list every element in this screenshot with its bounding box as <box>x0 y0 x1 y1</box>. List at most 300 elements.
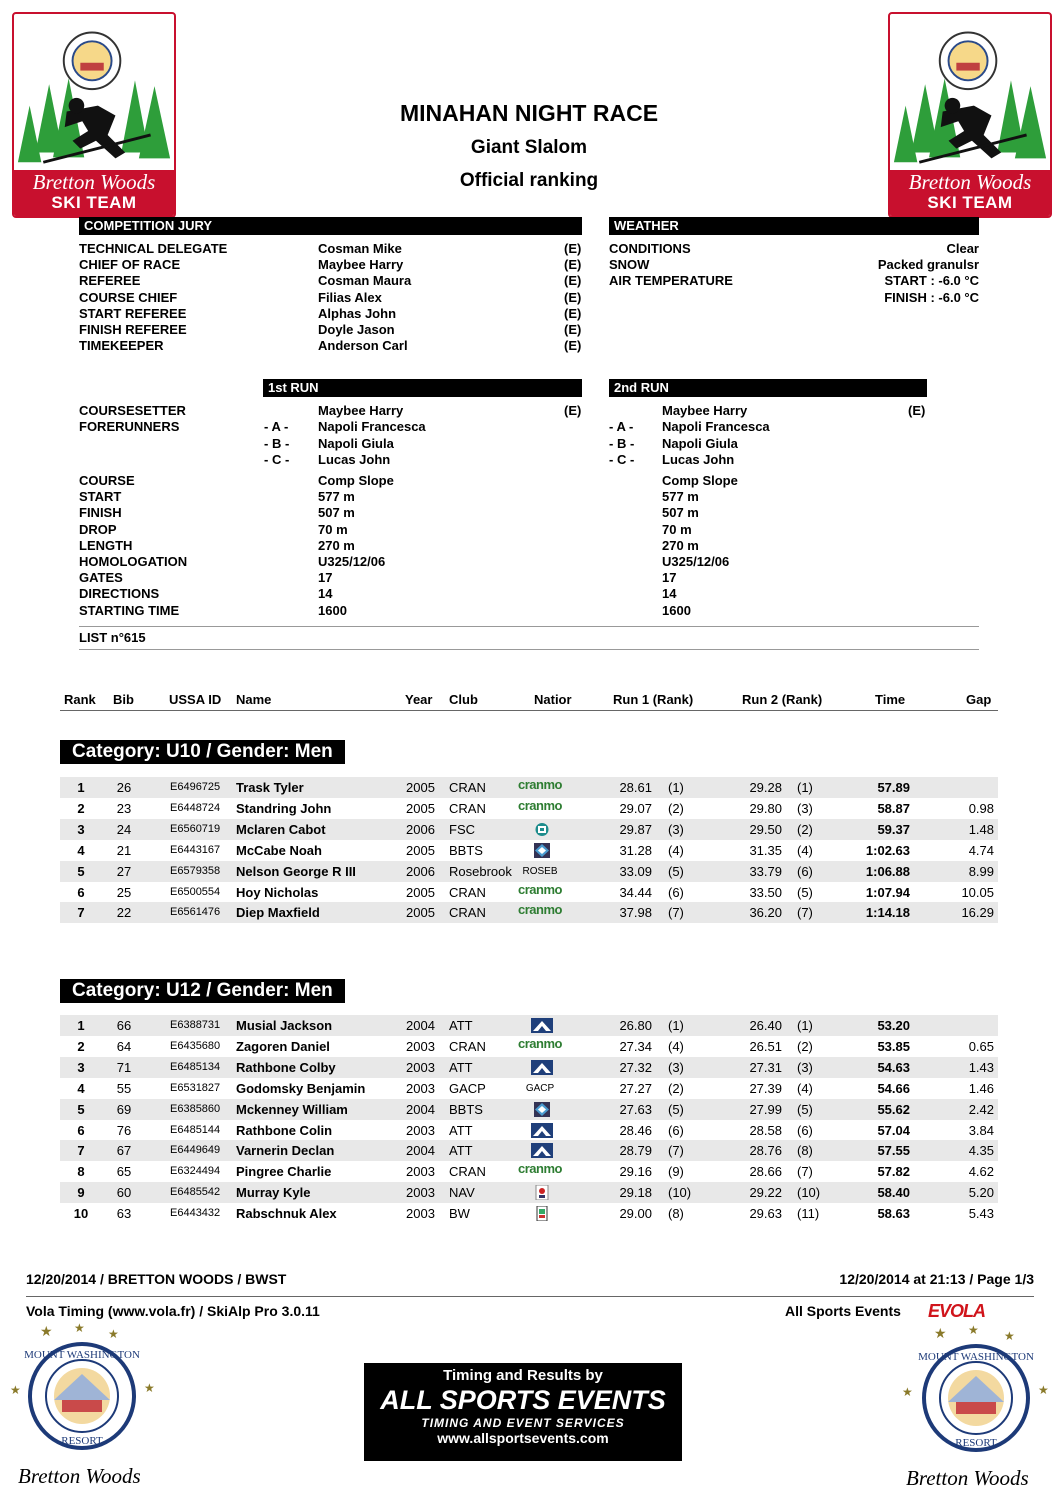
club-logo-icon <box>508 861 572 882</box>
year-cell: 2003 <box>406 1059 435 1075</box>
jury-role: TECHNICAL DELEGATE <box>79 241 228 256</box>
run1-setter: Maybee Harry <box>318 403 404 418</box>
page-title: MINAHAN NIGHT RACE <box>399 100 659 126</box>
table-row <box>60 1161 998 1182</box>
run1-time-cell: 33.09 <box>619 863 652 879</box>
rank-cell: 4 <box>77 1080 85 1096</box>
club-cell: CRAN <box>449 780 486 795</box>
run2-time-cell: 29.63 <box>749 1206 782 1222</box>
run1-time-cell: 31.28 <box>619 842 652 858</box>
name-cell: Trask Tyler <box>236 780 304 795</box>
gap-cell: 1.46 <box>968 1080 994 1096</box>
year-cell: 2003 <box>406 1122 435 1138</box>
gap-cell: 16.29 <box>961 905 994 921</box>
rank-cell: 6 <box>77 884 85 900</box>
course-run2: U325/12/06 <box>662 554 730 569</box>
run1-time-cell: 27.63 <box>619 1101 652 1117</box>
table-row <box>60 1078 998 1099</box>
run2-rank-cell: (6) <box>797 1122 813 1138</box>
ase-credit: All Sports Events <box>785 1303 901 1319</box>
name-cell: McCabe Noah <box>236 842 322 858</box>
forerunner-tag: - A - <box>609 419 634 434</box>
course-run2: 1600 <box>662 602 691 618</box>
run1-rank-cell: (2) <box>668 1080 684 1096</box>
svg-text:★: ★ <box>1004 1329 1015 1343</box>
club-logo-icon <box>508 840 572 861</box>
run2-time-cell: 29.22 <box>749 1185 782 1201</box>
col-bib: Bib <box>113 692 134 707</box>
ase-line1: Timing and Results by <box>443 1367 603 1384</box>
run1-rank-cell: (6) <box>668 884 684 900</box>
table-row <box>60 1120 998 1141</box>
course-label: COURSE <box>79 473 135 488</box>
club-cell: ATT <box>449 1143 473 1159</box>
rank-cell: 8 <box>77 1164 85 1180</box>
run2-time-cell: 33.50 <box>749 884 782 900</box>
jury-name: Cosman Mike <box>318 241 402 256</box>
col-gap: Gap <box>966 692 992 707</box>
ase-line4: www.allsportsevents.com <box>437 1430 609 1446</box>
footer-rule <box>26 1296 1034 1297</box>
gap-cell: 2.42 <box>968 1101 994 1117</box>
jury-name: Alphas John <box>318 305 397 321</box>
course-run2: 14 <box>662 586 677 602</box>
club-cell: CRAN <box>449 800 486 816</box>
ussa-id-cell: E6443167 <box>170 843 221 856</box>
total-time-cell: 1:02.63 <box>865 842 910 858</box>
bib-cell: 26 <box>116 780 132 795</box>
total-time-cell: 53.20 <box>877 1018 910 1033</box>
jury-name: Maybee Harry <box>318 257 404 273</box>
total-time-cell: 59.37 <box>877 821 910 837</box>
cranmore-logo-icon: cranmo <box>518 777 562 792</box>
table-row <box>60 798 998 819</box>
name-cell: Rathbone Colin <box>236 1122 333 1138</box>
course-run1: 507 m <box>318 505 355 521</box>
run1-rank-cell: (4) <box>668 1038 684 1054</box>
run2-rank-cell: (2) <box>797 821 813 837</box>
name-cell: Godomsky Benjamin <box>236 1080 366 1096</box>
resort-seal-top: MOUNT WASHINGTON <box>24 1349 140 1361</box>
table-row <box>60 1203 998 1224</box>
run1-time-cell: 27.32 <box>619 1059 652 1075</box>
run2-time-cell: 29.50 <box>749 821 782 837</box>
run1-time-cell: 29.16 <box>619 1164 652 1180</box>
run2-time-cell: 27.31 <box>749 1059 782 1075</box>
bib-cell: 64 <box>116 1038 132 1054</box>
club-cell: GACP <box>449 1080 486 1096</box>
club-logo-icon <box>508 777 572 798</box>
club-logo-icon <box>508 1078 572 1099</box>
page-subtitle: Giant Slalom <box>470 137 588 158</box>
resort-seal-bottom: RESORT <box>955 1437 997 1449</box>
name-cell: Murray Kyle <box>236 1185 311 1201</box>
club-cell: FSC <box>449 821 475 837</box>
run1-rank-cell: (1) <box>668 780 684 795</box>
rank-cell: 5 <box>77 863 85 879</box>
club-logo-icon <box>508 1015 572 1036</box>
svg-text:★: ★ <box>40 1323 53 1339</box>
club-cell: BBTS <box>449 842 483 858</box>
col-ussa: USSA ID <box>169 692 222 707</box>
name-cell: Rathbone Colby <box>236 1059 336 1075</box>
jury-role: START REFEREE <box>79 305 187 321</box>
ranking-label: Official ranking <box>459 170 599 191</box>
svg-text:★: ★ <box>968 1324 979 1337</box>
table-row <box>60 861 998 882</box>
forerunner-run1: Napoli Giula <box>318 435 394 451</box>
course-run2: 270 m <box>662 537 699 553</box>
course-run1: Comp Slope <box>318 473 394 488</box>
col-club: Club <box>449 692 478 707</box>
year-cell: 2004 <box>406 1018 435 1033</box>
ussa-id-cell: E6435680 <box>170 1039 221 1052</box>
ussa-id-cell: E6443432 <box>170 1207 221 1220</box>
forerunner-run2: Napoli Francesca <box>662 419 770 434</box>
name-cell: Standring John <box>236 800 332 816</box>
bib-cell: 60 <box>116 1185 132 1201</box>
total-time-cell: 58.40 <box>877 1185 910 1201</box>
jury-role: REFEREE <box>79 273 141 289</box>
club-cell: BBTS <box>449 1101 483 1117</box>
ussa-id-cell: E6485542 <box>170 1186 221 1199</box>
bib-cell: 66 <box>116 1018 132 1033</box>
forerunner-tag: - A - <box>264 419 289 434</box>
jury-code: (E) <box>564 305 582 321</box>
club-cell: CRAN <box>449 905 486 921</box>
forerunner-run1: Lucas John <box>318 452 391 467</box>
table-row <box>60 882 998 903</box>
col-nation: Natior <box>534 692 572 707</box>
run2-rank-cell: (2) <box>797 1038 813 1054</box>
run2-rank-cell: (3) <box>797 1059 813 1075</box>
club-logo-icon <box>508 798 572 819</box>
total-time-cell: 55.62 <box>877 1101 910 1117</box>
bib-cell: 25 <box>116 884 132 900</box>
course-run2: 17 <box>662 570 677 586</box>
run2-rank-cell: (6) <box>797 863 813 879</box>
col-year: Year <box>405 692 433 707</box>
run2-rank-cell: (4) <box>797 1080 813 1096</box>
run1-rank-cell: (5) <box>668 863 684 879</box>
name-cell: Diep Maxfield <box>236 905 320 921</box>
course-run1: 270 m <box>318 537 355 553</box>
gap-cell: 5.20 <box>968 1185 994 1201</box>
gap-cell: 0.65 <box>968 1038 994 1054</box>
forerunner-tag: - C - <box>609 452 635 467</box>
fsc-logo-icon <box>531 822 553 837</box>
table-row <box>60 819 998 840</box>
ase-line2: ALL SPORTS EVENTS <box>380 1385 666 1415</box>
jury-name: Filias Alex <box>318 289 382 305</box>
svg-text:★: ★ <box>902 1385 913 1399</box>
club-logo-icon <box>508 1203 572 1224</box>
year-cell: 2005 <box>406 884 435 900</box>
club-cell: Rosebrook <box>449 863 512 879</box>
club-logo-icon <box>508 1057 572 1078</box>
year-cell: 2004 <box>406 1143 435 1159</box>
gap-cell: 1.43 <box>968 1059 994 1075</box>
rank-cell: 6 <box>77 1122 85 1138</box>
run1-setter-code: (E) <box>564 403 582 418</box>
run1-time-cell: 29.87 <box>619 821 652 837</box>
run1-time-cell: 29.00 <box>619 1206 652 1222</box>
year-cell: 2003 <box>406 1080 435 1096</box>
weather-value: Packed granulsr <box>877 257 979 273</box>
total-time-cell: 54.63 <box>877 1059 910 1075</box>
run2-rank-cell: (5) <box>797 1101 813 1117</box>
ase-banner <box>364 1363 682 1461</box>
jury-code: (E) <box>564 322 582 337</box>
bib-cell: 76 <box>116 1122 132 1138</box>
run1-time-cell: 27.34 <box>619 1038 652 1054</box>
total-time-cell: 1:07.94 <box>865 884 910 900</box>
run1-rank-cell: (8) <box>668 1206 684 1222</box>
course-run1: U325/12/06 <box>318 554 386 569</box>
col-run1: Run 1 (Rank) <box>613 692 694 707</box>
course-run1: 70 m <box>318 521 348 537</box>
divider <box>79 626 979 627</box>
year-cell: 2003 <box>406 1185 435 1201</box>
total-time-cell: 1:14.18 <box>865 905 910 921</box>
total-time-cell: 57.55 <box>877 1143 910 1159</box>
run1-rank-cell: (7) <box>668 905 684 921</box>
year-cell: 2004 <box>406 1101 435 1117</box>
run2-time-cell: 28.76 <box>749 1143 782 1159</box>
ussa-id-cell: E6561476 <box>170 906 221 919</box>
club-cell: BW <box>449 1206 470 1222</box>
run2-setter-code: (E) <box>908 403 926 418</box>
total-time-cell: 57.89 <box>877 780 910 795</box>
jury-code: (E) <box>564 241 582 256</box>
run2-rank-cell: (1) <box>797 1018 813 1033</box>
jury-role: TIMEKEEPER <box>79 338 164 354</box>
category-heading: Category: U12 / Gender: Men <box>60 979 345 1003</box>
cranmore-logo-icon: cranmo <box>518 797 562 813</box>
bib-cell: 67 <box>116 1143 132 1159</box>
name-cell: Varnerin Declan <box>236 1143 335 1159</box>
run1-rank-cell: (3) <box>668 1059 684 1075</box>
bib-cell: 23 <box>116 800 132 816</box>
run2-time-cell: 29.80 <box>749 800 782 816</box>
course-run2: 70 m <box>662 521 692 537</box>
rank-cell: 1 <box>77 1018 85 1033</box>
table-row <box>60 902 998 923</box>
club-logo-icon <box>508 902 572 923</box>
col-run2: Run 2 (Rank) <box>742 692 823 707</box>
weather-label: AIR TEMPERATURE <box>609 273 733 289</box>
run1-rank-cell: (3) <box>668 821 684 837</box>
bib-cell: 63 <box>116 1206 132 1222</box>
course-label: DIRECTIONS <box>79 586 160 602</box>
name-cell: Rabschnuk Alex <box>236 1206 337 1222</box>
svg-text:★: ★ <box>108 1327 119 1341</box>
cranmore-logo-icon: cranmo <box>518 1161 562 1177</box>
team-logo-line1: Bretton Woods <box>32 170 156 194</box>
year-cell: 2005 <box>406 800 435 816</box>
forerunner-run2: Lucas John <box>662 452 735 467</box>
nav-logo-icon <box>531 1185 553 1200</box>
club-logo-icon <box>508 1036 572 1057</box>
att-logo-icon <box>531 1018 553 1033</box>
run1-time-cell: 28.61 <box>619 780 652 795</box>
footer-left: 12/20/2014 / BRETTON WOODS / BWST <box>26 1271 287 1287</box>
ussa-id-cell: E6496725 <box>170 781 221 793</box>
club-cell: NAV <box>449 1185 475 1201</box>
att-logo-icon <box>531 1143 553 1158</box>
run1-rank-cell: (10) <box>668 1185 692 1201</box>
club-logo-icon <box>508 1161 572 1182</box>
year-cell: 2006 <box>406 863 435 879</box>
club-cell: ATT <box>449 1122 473 1138</box>
weather-heading: WEATHER <box>609 217 979 235</box>
run2-time-cell: 36.20 <box>749 905 782 921</box>
name-cell: Mclaren Cabot <box>236 821 326 837</box>
weather-value: FINISH : -6.0 °C <box>884 289 979 305</box>
header-rule <box>60 710 998 711</box>
team-logo-line2: SKI TEAM <box>927 193 1013 212</box>
run1-time-cell: 27.27 <box>619 1080 652 1096</box>
course-run2: 507 m <box>662 505 699 521</box>
course-label: START <box>79 489 122 505</box>
total-time-cell: 57.04 <box>877 1122 910 1138</box>
run2-setter: Maybee Harry <box>662 403 748 418</box>
year-cell: 2005 <box>406 780 435 795</box>
name-cell: Pingree Charlie <box>236 1164 332 1180</box>
jury-code: (E) <box>564 338 582 354</box>
table-row <box>60 840 998 861</box>
gap-cell: 4.74 <box>968 842 994 858</box>
run1-rank-cell: (4) <box>668 842 684 858</box>
forerunner-run2: Napoli Giula <box>662 435 738 451</box>
club-cell: ATT <box>449 1018 473 1033</box>
gap-cell: 3.84 <box>968 1122 994 1138</box>
ussa-id-cell: E6531827 <box>170 1081 221 1094</box>
gap-cell: 8.99 <box>968 863 994 879</box>
rank-cell: 7 <box>77 905 85 921</box>
run2-rank-cell: (7) <box>797 905 813 921</box>
svg-text:★: ★ <box>1038 1383 1049 1397</box>
cranmore-logo-icon: cranmo <box>518 902 562 918</box>
club-logo-text: GACP <box>525 1082 555 1094</box>
name-cell: Musial Jackson <box>236 1018 333 1033</box>
ussa-id-cell: E6485144 <box>170 1123 221 1136</box>
resort-seal-icon <box>896 1324 1056 1464</box>
resort-seal-bottom: RESORT <box>61 1435 103 1447</box>
name-cell: Hoy Nicholas <box>236 884 319 900</box>
ussa-id-cell: E6560719 <box>170 822 221 835</box>
rank-cell: 3 <box>77 821 85 837</box>
run2-rank-cell: (8) <box>797 1143 813 1159</box>
table-row <box>60 1140 998 1161</box>
run1-rank-cell: (9) <box>668 1164 684 1180</box>
run1-time-cell: 28.79 <box>619 1143 652 1159</box>
total-time-cell: 54.66 <box>877 1080 910 1096</box>
run2-rank-cell: (1) <box>797 780 813 795</box>
bib-cell: 71 <box>116 1059 132 1075</box>
club-logo-icon <box>508 819 572 840</box>
bib-cell: 24 <box>116 821 132 837</box>
jury-heading: COMPETITION JURY <box>79 217 582 235</box>
bib-cell: 69 <box>116 1101 132 1117</box>
course-label: HOMOLOGATION <box>79 554 188 569</box>
bbts-logo-icon <box>531 843 553 858</box>
svg-text:★: ★ <box>10 1383 21 1397</box>
bbts-logo-icon <box>531 1102 553 1117</box>
vola-logo: EVOLA <box>928 1301 986 1321</box>
total-time-cell: 58.63 <box>877 1206 910 1222</box>
team-logo-line2: SKI TEAM <box>51 193 137 212</box>
gap-cell: 5.43 <box>968 1206 994 1222</box>
gap-cell: 1.48 <box>968 821 994 837</box>
course-run1: 17 <box>318 570 333 586</box>
forerunner-tag: - B - <box>609 435 635 451</box>
course-run2: 577 m <box>662 489 699 505</box>
forerunner-tag: - B - <box>264 435 290 451</box>
jury-code: (E) <box>564 289 582 305</box>
gap-cell: 4.35 <box>968 1143 994 1159</box>
run1-time-cell: 34.44 <box>619 884 652 900</box>
table-row <box>60 777 998 798</box>
col-rank: Rank <box>64 692 96 707</box>
jury-code: (E) <box>564 273 582 289</box>
club-cell: CRAN <box>449 884 486 900</box>
resort-name-left: Bretton Woods <box>18 1464 141 1488</box>
year-cell: 2003 <box>406 1164 435 1180</box>
run2-time-cell: 28.66 <box>749 1164 782 1180</box>
run2-time-cell: 29.28 <box>749 780 782 795</box>
bib-cell: 55 <box>116 1080 132 1096</box>
svg-text:★: ★ <box>74 1322 85 1335</box>
run2-rank-cell: (5) <box>797 884 813 900</box>
jury-code: (E) <box>564 257 582 273</box>
club-cell: CRAN <box>449 1164 486 1180</box>
ussa-id-cell: E6385860 <box>170 1102 221 1115</box>
jury-name: Doyle Jason <box>318 322 395 337</box>
run2-time-cell: 27.99 <box>749 1101 782 1117</box>
att-logo-icon <box>531 1123 553 1138</box>
vola-credit: Vola Timing (www.vola.fr) / SkiAlp Pro 3.0.11 <box>26 1303 320 1319</box>
run2-time-cell: 27.39 <box>749 1080 782 1096</box>
coursesetter-label: COURSESETTER <box>79 403 186 418</box>
run2-time-cell: 26.40 <box>749 1018 782 1033</box>
ussa-id-cell: E6388731 <box>170 1019 221 1031</box>
run1-rank-cell: (6) <box>668 1122 684 1138</box>
weather-label: CONDITIONS <box>609 241 691 256</box>
course-label: LENGTH <box>79 537 133 553</box>
club-logo-text: ROSEB <box>522 865 558 877</box>
gap-cell: 4.62 <box>968 1164 994 1180</box>
rank-cell: 2 <box>77 1038 85 1054</box>
club-logo-icon <box>508 1120 572 1141</box>
run1-time-cell: 29.07 <box>619 800 652 816</box>
course-run2: Comp Slope <box>662 473 738 488</box>
bib-cell: 27 <box>116 863 132 879</box>
resort-name-right: Bretton Woods <box>906 1466 1029 1490</box>
ussa-id-cell: E6449649 <box>170 1144 221 1157</box>
club-cell: ATT <box>449 1059 473 1075</box>
name-cell: Mckenney William <box>236 1101 348 1117</box>
table-row <box>60 1015 998 1036</box>
col-name: Name <box>236 692 272 707</box>
jury-role: COURSE CHIEF <box>79 289 178 305</box>
run2-time-cell: 31.35 <box>749 842 782 858</box>
total-time-cell: 58.87 <box>877 800 910 816</box>
gap-cell: 10.05 <box>961 884 994 900</box>
forerunners-label: FORERUNNERS <box>79 419 180 434</box>
club-logo-icon <box>508 1140 572 1161</box>
ussa-id-cell: E6500554 <box>170 885 221 898</box>
